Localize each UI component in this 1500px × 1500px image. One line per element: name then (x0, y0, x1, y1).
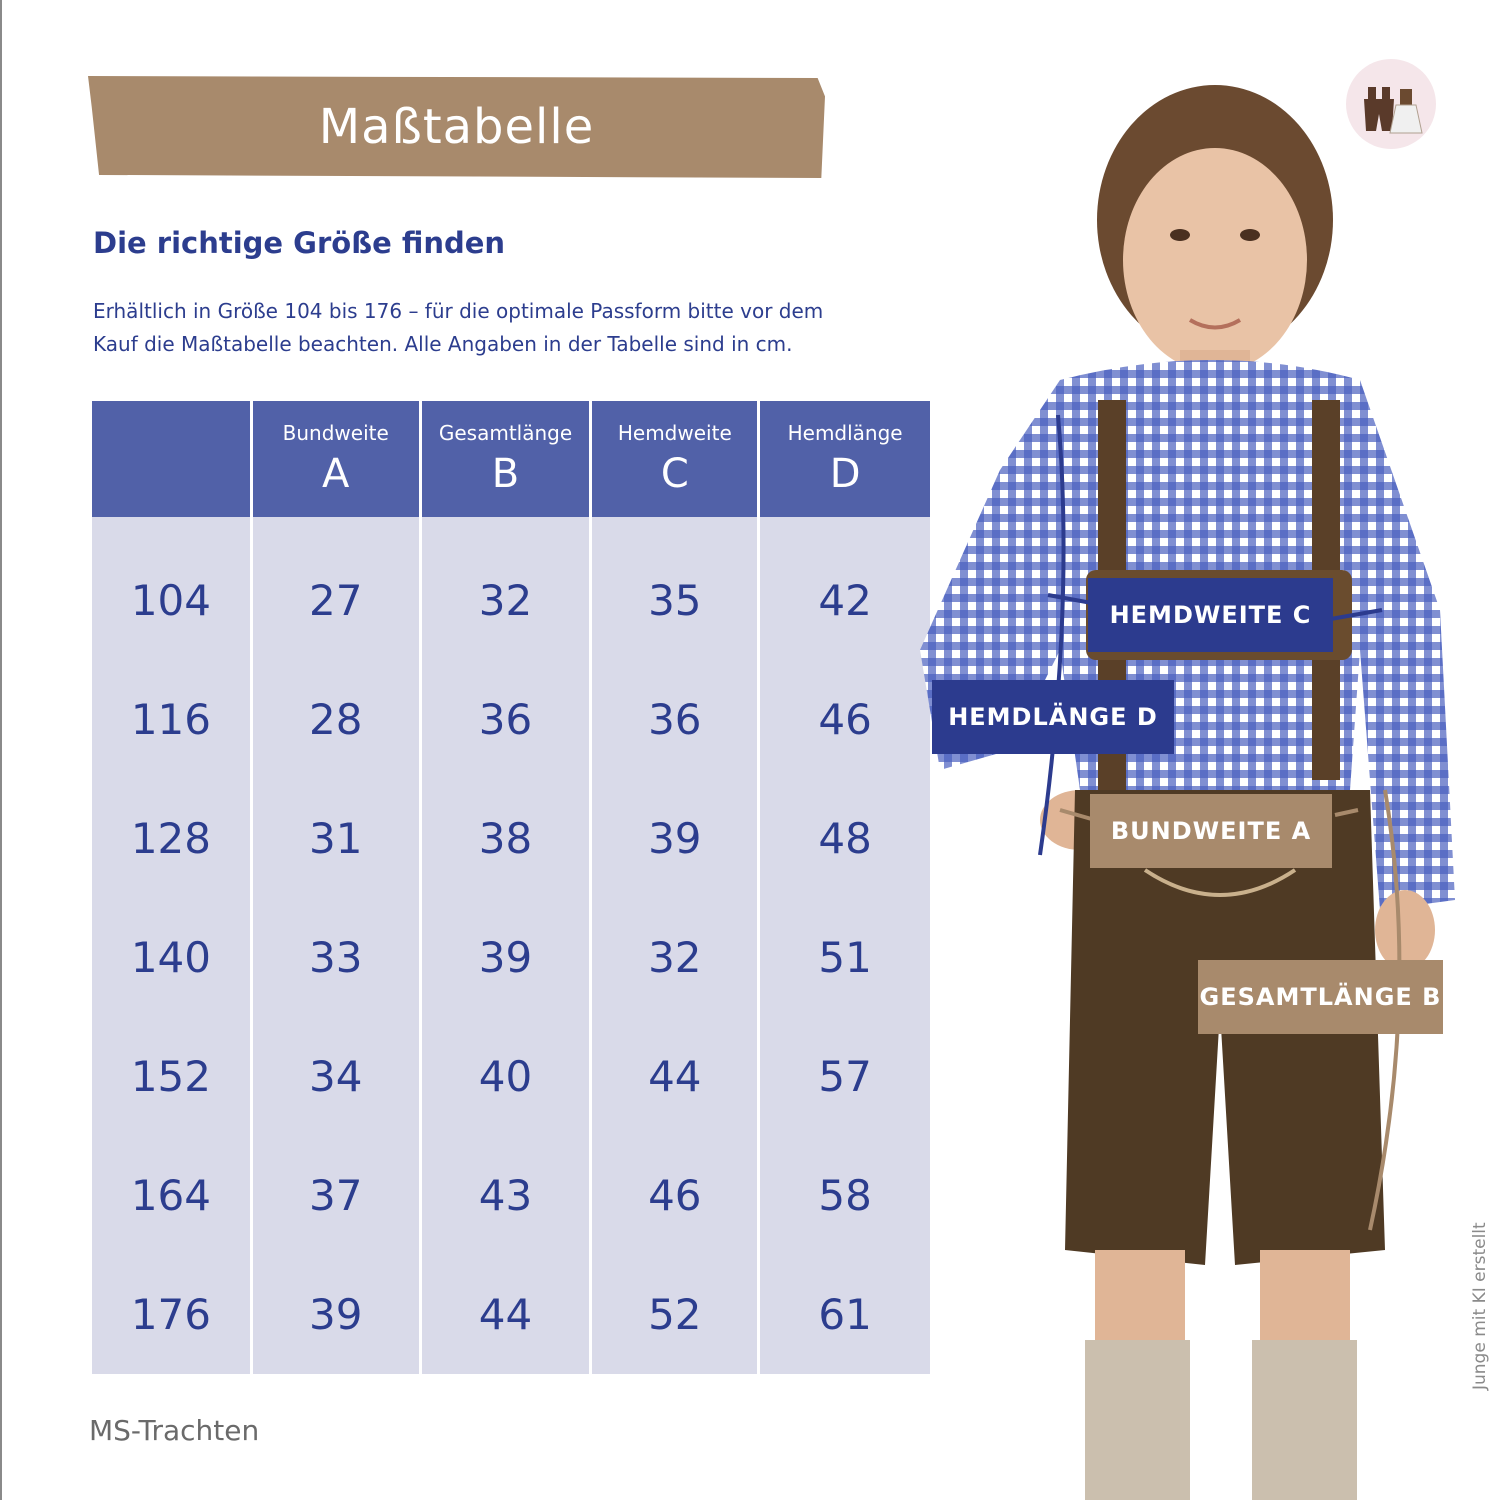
table-cell: 31 (308, 814, 363, 863)
table-cell: 46 (818, 695, 872, 744)
table-cell: 27 (308, 576, 363, 625)
table-cell: 32 (648, 933, 702, 982)
table-cell: 28 (308, 695, 363, 744)
tag-gesamtlaenge-b: GESAMTLÄNGE B (1198, 960, 1443, 1034)
table-cell: 42 (818, 576, 872, 625)
table-cell: 104 (130, 576, 211, 625)
table-header (92, 401, 930, 517)
brand-logo (1346, 59, 1436, 149)
header-letter: B (491, 451, 520, 497)
table-cell: 116 (130, 695, 211, 744)
table-cell: 52 (648, 1290, 702, 1339)
table-cell: 57 (818, 1052, 872, 1101)
header-label: Hemdlänge (787, 421, 903, 445)
table-cell: 164 (130, 1171, 211, 1220)
table-cell: 34 (308, 1052, 363, 1101)
intro-line-1: Erhältlich in Größe 104 bis 176 – für die optimale Passform bitte vor dem (93, 299, 824, 323)
size-table (92, 401, 930, 1374)
table-cell: 43 (478, 1171, 533, 1220)
tag-hemdweite-c: HEMDWEITE C (1088, 578, 1333, 652)
child-lederhosen-figure (880, 50, 1480, 1500)
table-cell: 44 (648, 1052, 702, 1101)
table-cell: 38 (478, 814, 533, 863)
header-gesamtlaenge (422, 401, 590, 517)
table-cell: 39 (648, 814, 702, 863)
column-gesamtlaenge (422, 517, 590, 1374)
table-cell: 51 (818, 933, 872, 982)
table-cell: 39 (308, 1290, 363, 1339)
column-bundweite (253, 517, 419, 1374)
header-label: Bundweite (282, 421, 389, 445)
table-cell: 40 (478, 1052, 533, 1101)
intro-text (93, 295, 913, 361)
header-label: Gesamtlänge (438, 421, 573, 445)
header-letter: D (829, 451, 861, 497)
subtitle: Die richtige Größe finden (93, 226, 506, 260)
table-cell: 152 (130, 1052, 211, 1101)
tag-hemdlaenge-d: HEMDLÄNGE D (932, 680, 1174, 754)
lederhosen-dirndl-icon (1346, 59, 1436, 149)
ai-generated-note: Junge mit KI erstellt (1470, 1222, 1490, 1390)
table-body (92, 517, 930, 1374)
table-cell: 33 (308, 933, 363, 982)
header-size (92, 401, 250, 517)
table-cell: 46 (648, 1171, 702, 1220)
tag-bundweite-a: BUNDWEITE A (1090, 794, 1332, 868)
table-cell: 44 (478, 1290, 533, 1339)
header-label: Hemdweite (617, 421, 732, 445)
brand-name: MS-Trachten (89, 1414, 260, 1447)
intro-line-2: Kauf die Maßtabelle beachten. Alle Angaben in der Tabelle sind in cm. (93, 332, 793, 356)
table-cell: 128 (130, 814, 211, 863)
table-cell: 35 (648, 576, 702, 625)
header-hemdweite (592, 401, 757, 517)
table-cell: 36 (478, 695, 533, 744)
header-letter: C (660, 451, 689, 497)
table-cell: 36 (648, 695, 702, 744)
table-cell: 48 (818, 814, 872, 863)
left-edge-rule (0, 0, 2, 1500)
table-cell: 37 (308, 1171, 363, 1220)
column-hemdweite (592, 517, 757, 1374)
table-cell: 58 (818, 1171, 872, 1220)
table-cell: 32 (478, 576, 533, 625)
table-cell: 140 (130, 933, 211, 982)
table-cell: 61 (818, 1290, 872, 1339)
table-cell: 176 (130, 1290, 211, 1339)
page-title: Maßtabelle (318, 99, 595, 155)
table-cell: 39 (478, 933, 533, 982)
header-letter: A (322, 451, 350, 497)
header-bundweite (253, 401, 419, 517)
column-size (92, 517, 250, 1374)
